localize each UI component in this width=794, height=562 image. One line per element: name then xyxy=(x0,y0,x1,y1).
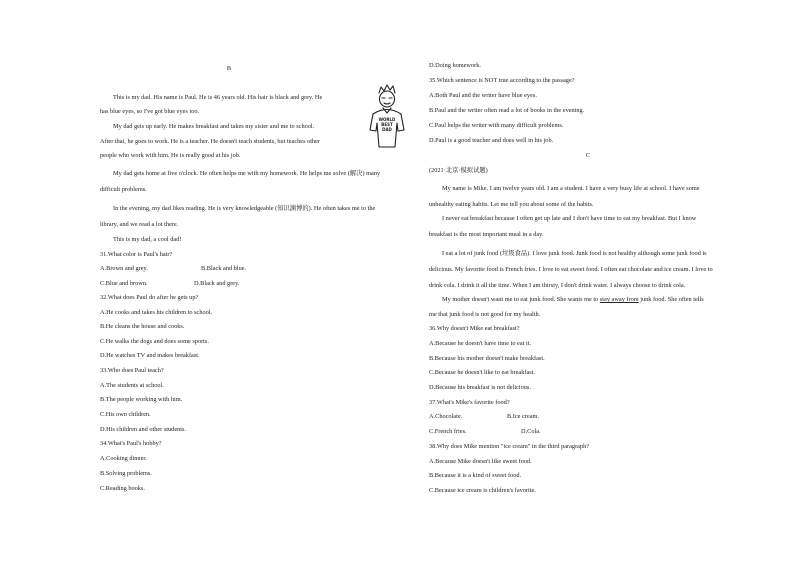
option: A.He cooks and takes his children to school. xyxy=(100,309,213,316)
option: B.He cleans the house and cooks. xyxy=(100,323,185,330)
passage-b-line: This is my dad, a cool dad! xyxy=(113,236,182,243)
passage-c-line: unhealthy eating habits. Let me tell you about some of the habits. xyxy=(429,201,594,208)
option: A.Cooking dinner. xyxy=(100,455,147,462)
option: B.Solving problems. xyxy=(100,470,152,477)
passage-b-line: people who work with him. He is really good at his job. xyxy=(100,152,241,159)
option: C.He walks the dogs and does some sports. xyxy=(100,338,209,345)
passage-b-line: difficult problems. xyxy=(100,186,147,193)
passage-c-line: My name is Mike. I am twelve years old. I am a student. I have a very busy life at school. I have some xyxy=(442,185,700,192)
option: C.Because ice cream is children's favorite. xyxy=(429,487,536,494)
option: D.Doing homework. xyxy=(429,62,481,69)
svg-text:DAD: DAD xyxy=(382,127,392,132)
svg-text:BEST: BEST xyxy=(381,122,393,127)
section-b-heading: B xyxy=(226,65,232,72)
option: B.Black and blue. xyxy=(201,265,247,272)
passage-b-line: In the evening, my dad likes reading. He is very knowledgeable (知识渊博的). He often takes me to the xyxy=(113,205,376,212)
passage-c-line: My mother doesn't want me to eat junk food. She wants me to stay away from junk food. She often tells xyxy=(442,296,704,303)
passage-c-line: I eat a lot of junk food (垃圾食品). I love junk food. Junk food is not healthy although some junk food is xyxy=(442,250,707,257)
option: A.Chocolate. xyxy=(429,413,463,420)
underlined-phrase: stay away from xyxy=(599,296,639,303)
passage-b-line: After that, he goes to work. He is a teacher. He doesn't teach students, but teaches other xyxy=(100,138,321,145)
source-note: (2021·北京·模拟试题) xyxy=(429,167,488,174)
option: B.Ice cream. xyxy=(507,413,539,420)
option: A.Brown and grey. xyxy=(100,265,148,272)
question-32: 32.What does Paul do after he gets up? xyxy=(100,294,199,301)
option: D.His children and other students. xyxy=(100,426,187,433)
passage-c-line: delicious. My favorite food is French fries. I love to eat sweet food. I often eat chocolate and ice cream. I love to xyxy=(429,266,713,273)
passage-c-line: breakfast is the most important meal in a day. xyxy=(429,231,544,238)
option: D.He watches TV and makes breakfast. xyxy=(100,352,200,359)
question-34: 34.What's Paul's hobby? xyxy=(100,440,162,447)
option: A.Both Paul and the writer have blue eyes. xyxy=(429,92,537,99)
option: B.Because his mother doesn't make breakfast. xyxy=(429,355,545,362)
right-column xyxy=(429,0,776,562)
question-37: 37.What's Mike's favorite food? xyxy=(429,399,510,406)
option: C.Because he doesn't like to eat breakfast. xyxy=(429,369,536,376)
option: A.The students at school. xyxy=(100,382,164,389)
option: C.His own children. xyxy=(100,411,151,418)
question-36: 36.Why doesn't Mike eat breakfast? xyxy=(429,325,520,332)
option: C.Paul helps the writer with many difficult problems. xyxy=(429,122,564,129)
question-35: 35.Which sentence is NOT true according to the passage? xyxy=(429,77,575,84)
option: D.Paul is a good teacher and does well in his job. xyxy=(429,137,554,144)
option: B.The people working with him. xyxy=(100,396,183,403)
option: B.Paul and the writer often read a lot of books in the evening. xyxy=(429,107,585,114)
option: B.Because it is a kind of sweet food. xyxy=(429,472,522,479)
option: C.French fries. xyxy=(429,428,467,435)
option: D.Black and grey. xyxy=(194,280,240,287)
question-31: 31.What color is Paul's hair? xyxy=(100,251,173,258)
passage-b-line: My dad gets home at five o'clock. He often helps me with my homework. He helps me solve (解决) many xyxy=(113,170,381,177)
passage-c-line: me that junk food is not good for my health. xyxy=(429,311,541,318)
passage-b-line: has blue eyes, so I've got blue eyes too. xyxy=(100,108,200,115)
passage-c-line: drink cola. I drink it all the time. When I am thirsty, I don't drink water. I always choose to drink cola. xyxy=(429,282,686,289)
option: A.Because Mike doesn't like sweet food. xyxy=(429,458,532,465)
passage-b-line: library, and we read a lot there. xyxy=(100,221,179,228)
option: C.Reading books. xyxy=(100,485,145,492)
option: C.Blue and brown. xyxy=(100,280,148,287)
option: A.Because he doesn't have time to eat it. xyxy=(429,340,532,347)
option: D.Because his breakfast is not delicious. xyxy=(429,384,531,391)
passage-b-line: This is my dad. His name is Paul. He is 46 years old. His hair is black and grey. He xyxy=(113,94,323,101)
passage-b-line: My dad gets up early. He makes breakfast and takes my sister and me to school. xyxy=(113,123,315,130)
left-column xyxy=(100,0,381,562)
world-best-dad-illustration xyxy=(367,84,407,154)
section-c-heading: C xyxy=(585,152,591,159)
question-33: 33.Who does Paul teach? xyxy=(100,367,164,374)
option: D.Cola. xyxy=(521,428,541,435)
passage-c-line: I never eat breakfast because I often get up late and I don't have time to eat my breakfast. But I know xyxy=(442,215,697,222)
question-38: 38.Why does Mike mention "ice cream" in the third paragraph? xyxy=(429,443,590,450)
svg-text:WORLD: WORLD xyxy=(378,117,396,122)
